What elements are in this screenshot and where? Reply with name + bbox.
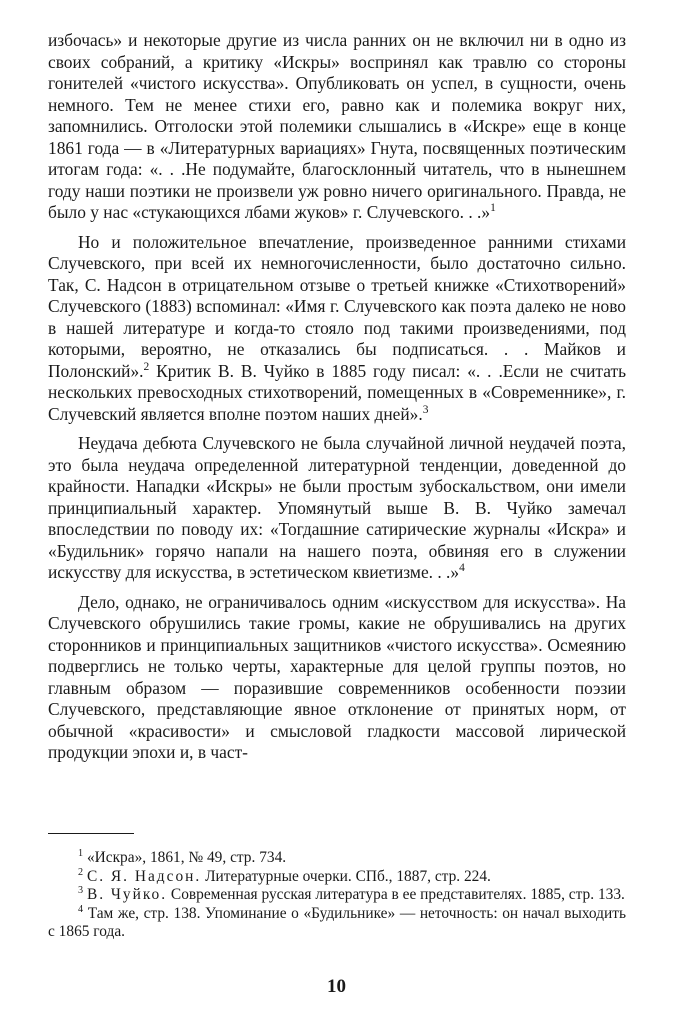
paragraph-4-text: Дело, однако, не ограничивалось одним «искусством для искусства». На Случевского обрушились такие громы, какие не обрушивались на других сторонников и принципиальных защитников «чистого искусства». Осмеянию подверглись не только черты, характерные для целой группы поэтов, но главным образом — поразившие современников особенности поэзии Случевского, представляющие явное отклонение от принятых норм, от обычной «красивости» и смысловой гладкости массовой лирической продукции эпохи и, в част-: [48, 591, 626, 762]
paragraph-2-text-continued: Критик В. В. Чуйко в 1885 году писал: «. . .Если не считать нескольких превосходных стихотворений, помещенных в «Современнике», г. Случевский является вполне поэтом наших дней».: [48, 360, 626, 424]
footnote-2: [48, 868, 626, 887]
footnote-ref-1[interactable]: 1: [490, 202, 496, 215]
footnote-text: Литературные очерки. СПб., 1887, стр. 224.: [201, 867, 491, 885]
page-number: 10: [327, 976, 346, 997]
footnote-ref-2[interactable]: 2: [143, 360, 150, 373]
footnote-3: [48, 886, 626, 905]
footnote-number: 4: [78, 903, 84, 915]
footnote-text: «Искра», 1861, № 49, стр. 734.: [86, 849, 287, 866]
paragraph-2: [48, 232, 626, 426]
paragraph-3: [48, 433, 626, 584]
footnote-divider: [48, 833, 134, 834]
footnote-number: 1: [78, 847, 84, 859]
footnote-text: Там же, стр. 138. Упоминание о «Будильнике» — неточность: он начал выходить с 1865 года.: [48, 904, 626, 941]
footnote-author: С. Я. Надсон.: [86, 867, 202, 885]
paragraph-1: [48, 30, 626, 224]
paragraph-3-text: Неудача дебюта Случевского не была случайной личной неудачей поэта, это была неудача определенной литературной тенденции, доведенной до крайности. Нападки «Искры» не были простым зубоскальством, они имели принципиальный характер. Упомянутый выше В. В. Чуйко замечал впоследствии по поводу их: «Тогдашние сатирические журналы «Искра» и «Будильник» горячо напали на нашего поэта, обвиняя его в служении искусству для искусства, в эстетическом квиетизме. . .»: [48, 433, 626, 582]
footnote-4: [48, 905, 626, 942]
footnote-number: 2: [78, 866, 84, 878]
footnote-author: В. Чуйко.: [86, 886, 168, 904]
footnotes: [48, 849, 626, 942]
paragraph-2-text: Но и положительное впечатление, произведенное ранними стихами Случевского, при всей их немногочисленности, было достаточно сильно. Так, С. Надсон в отрицательном отзыве о третьей книжке «Стихотворений» Случевского (1883) вспоминал: «Имя г. Случевского как поэта далеко не ново в нашей литературе и когда-то стояло под такими произведениями, под которыми, вероятно, не отказались бы подписаться. . . Майков и Полонский».: [48, 231, 626, 381]
footnote-ref-4[interactable]: 4: [459, 562, 465, 575]
paragraph-4: [48, 592, 626, 764]
footnote-number: 3: [78, 885, 84, 897]
page-body: [48, 30, 626, 764]
footnote-1: [48, 849, 626, 868]
paragraph-1-text: избочась» и некоторые другие из числа ранних он не включил ни в одно из своих собраний, а критику «Искры» воспринял как травлю со стороны гонителей «чистого искусства». Опубликовать он успел, в сущности, очень немного. Тем не менее стихи его, равно как и полемика вокруг них, запомнились. Отголоски этой полемики слышались в «Искре» еще в конце 1861 года — в «Литературных вариациях» Гнута, посвященных поэтическим итогам года: «. . .Не подумайте, благосклонный читатель, что в нынешнем году наши поэтики не произвели уж ровно ничего оригинального. Правда, не было у нас «стукающихся лбами жуков» г. Случевского. . .»: [48, 30, 626, 222]
footnote-text: Современная русская литература в ее представителях. 1885, стр. 133.: [167, 886, 625, 904]
footnote-ref-3[interactable]: 3: [422, 403, 429, 416]
